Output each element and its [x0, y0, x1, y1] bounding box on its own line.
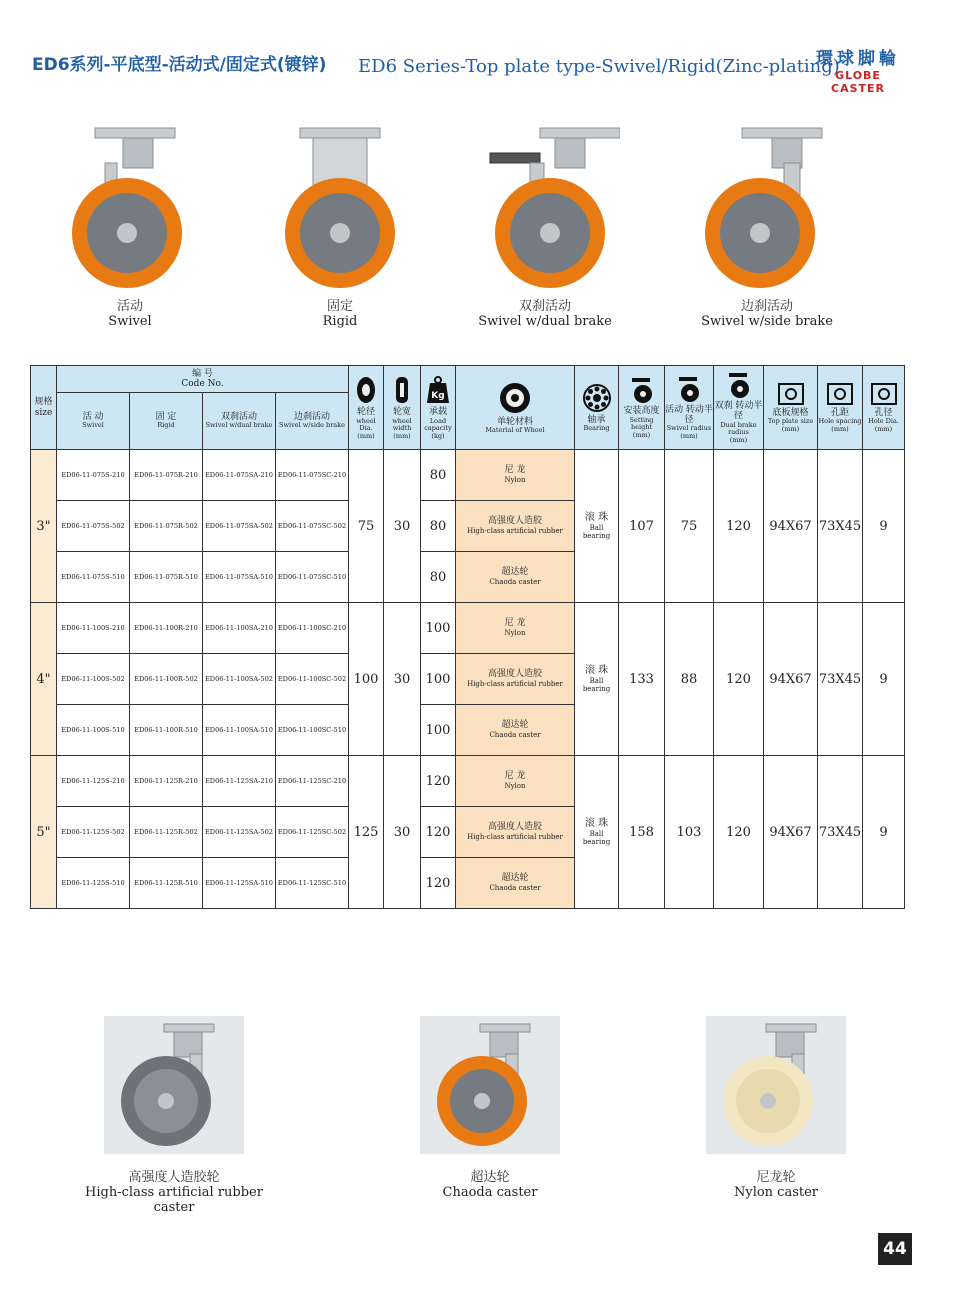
- bottom-caption-chinese: 超达轮: [470, 1170, 510, 1185]
- code-cell: ED06-11-100SC-210: [276, 603, 349, 654]
- spec-table: [30, 365, 905, 909]
- hole-spacing-cell: 73X45: [818, 756, 863, 909]
- wheel-diameter-icon: [355, 375, 377, 405]
- chaoda-caster-icon: [420, 1016, 560, 1154]
- bottom-caption-english: High-class artificial rubber caster: [85, 1185, 263, 1215]
- code-cell: ED06-11-100S-502: [57, 654, 130, 705]
- bearing-cell: 滚 珠 Ball bearing: [575, 756, 619, 909]
- table-row: [31, 756, 905, 807]
- ball-bearing-icon: [582, 383, 612, 413]
- code-cell: ED06-11-075S-502: [57, 501, 130, 552]
- hole-spacing-icon: [826, 382, 854, 406]
- setting-height-cell: 133: [619, 603, 665, 756]
- weight-kg-icon: [426, 375, 450, 405]
- size-header: 规格 size: [31, 366, 57, 450]
- code-cell: ED06-11-100R-510: [130, 705, 203, 756]
- product-caption-chinese: 活动: [116, 299, 143, 314]
- load-header: Kg 承载 Load capacity (kg): [421, 366, 456, 450]
- code-cell: ED06-11-125SC-210: [276, 756, 349, 807]
- product-caption-chinese: 固定: [326, 299, 353, 314]
- wheel-width-cell: 30: [384, 603, 421, 756]
- bottom-caption-chinese: 尼龙轮: [756, 1170, 796, 1185]
- hole-dia-cell: 9: [863, 756, 905, 909]
- code-cell: ED06-11-100SC-502: [276, 654, 349, 705]
- dual-brake-radius-cell: 120: [714, 603, 764, 756]
- code-cell: ED06-11-100R-502: [130, 654, 203, 705]
- swivel-radius-icon: [676, 375, 702, 403]
- wheel-dia-header: 轮径 wheel Dia. (mm): [349, 366, 384, 450]
- bottom-caption-english: Chaoda caster: [442, 1185, 538, 1200]
- code-cell: ED06-11-125S-510: [57, 858, 130, 909]
- product-swivel: [55, 118, 205, 329]
- side-brake-caster-icon: [692, 118, 842, 293]
- setting-height-header: 安装高度 Setting height (mm): [619, 366, 665, 450]
- dual-brake-radius-cell: 120: [714, 756, 764, 909]
- material-cell: 高强度人造胶 High-class artificial rubber: [456, 654, 575, 705]
- product-swivel-dual-brake: [470, 118, 620, 329]
- bearing-cell: 滚 珠 Ball bearing: [575, 603, 619, 756]
- code-cell: ED06-11-075SC-210: [276, 450, 349, 501]
- load-cell: 80: [421, 552, 456, 603]
- bearing-header: 轴承 Bearing: [575, 366, 619, 450]
- code-cell: ED06-11-125R-510: [130, 858, 203, 909]
- code-cell: ED06-11-075SC-502: [276, 501, 349, 552]
- rigid-caster-icon: [275, 118, 405, 293]
- wheel-width-cell: 30: [384, 756, 421, 909]
- load-cell: 80: [421, 450, 456, 501]
- svg-text:Kg: Kg: [431, 391, 445, 402]
- bearing-cell: 滚 珠 Ball bearing: [575, 450, 619, 603]
- code-cell: ED06-11-125R-502: [130, 807, 203, 858]
- code-header: 编 号 Code No.: [57, 366, 349, 393]
- code-cell: ED06-11-075R-510: [130, 552, 203, 603]
- code-cell: ED06-11-125SC-502: [276, 807, 349, 858]
- dual-brake-radius-icon: [726, 371, 752, 399]
- dual-brake-caster-icon: [470, 118, 620, 293]
- code-cell: ED06-11-125SA-210: [203, 756, 276, 807]
- table-row: [31, 603, 905, 654]
- product-caption-english: Swivel w/dual brake: [478, 314, 612, 329]
- hole-spacing-header: 孔距 Hole spacing (mm): [818, 366, 863, 450]
- size-cell: 4": [31, 603, 57, 756]
- brand-name-chinese: 環球脚輪: [816, 49, 900, 69]
- swivel-radius-cell: 88: [665, 603, 714, 756]
- code-cell: ED06-11-100S-210: [57, 603, 130, 654]
- page-number: 44: [878, 1233, 912, 1265]
- product-caption-chinese: 双刹活动: [518, 299, 571, 314]
- hole-dia-header: 孔径 Hole Dia. (mm): [863, 366, 905, 450]
- material-cell: 尼 龙 Nylon: [456, 756, 575, 807]
- load-cell: 80: [421, 501, 456, 552]
- wheel-width-header: 轮宽 wheel width (mm): [384, 366, 421, 450]
- hole-diameter-icon: [870, 382, 898, 406]
- wheel-dia-cell: 125: [349, 756, 384, 909]
- code-cell: ED06-11-075SA-210: [203, 450, 276, 501]
- hole-spacing-cell: 73X45: [818, 450, 863, 603]
- type-header-side-brake: 边刹活动 Swivel w/side brake: [276, 393, 349, 450]
- code-cell: ED06-11-075S-510: [57, 552, 130, 603]
- code-cell: ED06-11-125SC-510: [276, 858, 349, 909]
- size-cell: 5": [31, 756, 57, 909]
- code-cell: ED06-11-125SA-502: [203, 807, 276, 858]
- product-swivel-side-brake: [692, 118, 842, 329]
- code-cell: ED06-11-075S-210: [57, 450, 130, 501]
- material-cell: 尼 龙 Nylon: [456, 450, 575, 501]
- material-header: 单轮材料 Material of Wheel: [456, 366, 575, 450]
- top-plate-cell: 94X67: [764, 603, 818, 756]
- title-chinese: ED6系列-平底型-活动式/固定式(镀锌): [32, 55, 327, 75]
- code-cell: ED06-11-075R-210: [130, 450, 203, 501]
- size-cell: 3": [31, 450, 57, 603]
- type-header-swivel: 活 动 Swivel: [57, 393, 130, 450]
- type-header-rigid: 固 定 Rigid: [130, 393, 203, 450]
- code-cell: ED06-11-075SA-502: [203, 501, 276, 552]
- code-cell: ED06-11-100SC-510: [276, 705, 349, 756]
- rubber-caster-icon: [104, 1016, 244, 1154]
- code-cell: ED06-11-125S-210: [57, 756, 130, 807]
- load-cell: 100: [421, 654, 456, 705]
- material-cell: 超达轮 Chaoda caster: [456, 552, 575, 603]
- bottom-caption-chinese: 高强度人造胶轮: [128, 1170, 220, 1185]
- code-cell: ED06-11-125SA-510: [203, 858, 276, 909]
- hole-dia-cell: 9: [863, 603, 905, 756]
- swivel-radius-cell: 75: [665, 450, 714, 603]
- code-cell: ED06-11-125R-210: [130, 756, 203, 807]
- wheel-width-cell: 30: [384, 450, 421, 603]
- load-cell: 120: [421, 858, 456, 909]
- load-cell: 100: [421, 603, 456, 654]
- title-english: ED6 Series-Top plate type-Swivel/Rigid(Zinc-plating): [358, 56, 840, 77]
- bottom-product-rubber: [84, 1016, 264, 1215]
- code-cell: ED06-11-100SA-210: [203, 603, 276, 654]
- bottom-caption-english: Nylon caster: [733, 1185, 819, 1200]
- product-caption-english: Rigid: [322, 314, 358, 329]
- material-cell: 高强度人造胶 High-class artificial rubber: [456, 501, 575, 552]
- nylon-caster-icon: [706, 1016, 846, 1154]
- code-cell: ED06-11-075SC-510: [276, 552, 349, 603]
- setting-height-cell: 107: [619, 450, 665, 603]
- hole-spacing-cell: 73X45: [818, 603, 863, 756]
- wheel-dia-cell: 100: [349, 603, 384, 756]
- brand-name-english: GLOBE CASTER: [831, 69, 885, 95]
- brand-logo: [808, 44, 908, 95]
- top-plate-cell: 94X67: [764, 756, 818, 909]
- wheel-dia-cell: 75: [349, 450, 384, 603]
- type-header-dual-brake: 双刹活动 Swivel w/dual brake: [203, 393, 276, 450]
- material-cell: 超达轮 Chaoda caster: [456, 858, 575, 909]
- code-cell: ED06-11-100SA-502: [203, 654, 276, 705]
- product-rigid: [265, 118, 415, 329]
- code-cell: ED06-11-100R-210: [130, 603, 203, 654]
- table-row: [31, 450, 905, 501]
- dual-brake-radius-cell: 120: [714, 450, 764, 603]
- code-cell: ED06-11-100S-510: [57, 705, 130, 756]
- code-cell: ED06-11-125S-502: [57, 807, 130, 858]
- swivel-radius-header: 活动 转动半径 Swivel radius (mm): [665, 366, 714, 450]
- hole-dia-cell: 9: [863, 450, 905, 603]
- load-cell: 120: [421, 756, 456, 807]
- load-cell: 100: [421, 705, 456, 756]
- code-cell: ED06-11-100SA-510: [203, 705, 276, 756]
- swivel-radius-cell: 103: [665, 756, 714, 909]
- product-caption-english: Swivel: [108, 314, 152, 329]
- bottom-product-chaoda: [400, 1016, 580, 1200]
- wheel-material-icon: [498, 381, 532, 415]
- setting-height-icon: [629, 376, 655, 404]
- swivel-caster-icon: [65, 118, 195, 293]
- code-cell: ED06-11-075SA-510: [203, 552, 276, 603]
- material-cell: 尼 龙 Nylon: [456, 603, 575, 654]
- top-plate-icon: [777, 382, 805, 406]
- setting-height-cell: 158: [619, 756, 665, 909]
- product-caption-english: Swivel w/side brake: [701, 314, 833, 329]
- top-plate-header: 底板规格 Top plate size (mm): [764, 366, 818, 450]
- bottom-product-nylon: [686, 1016, 866, 1200]
- load-cell: 120: [421, 807, 456, 858]
- top-plate-cell: 94X67: [764, 450, 818, 603]
- material-cell: 高强度人造胶 High-class artificial rubber: [456, 807, 575, 858]
- code-cell: ED06-11-075R-502: [130, 501, 203, 552]
- dual-brake-radius-header: 双刹 转动半径 Dual brake radius (mm): [714, 366, 764, 450]
- material-cell: 超达轮 Chaoda caster: [456, 705, 575, 756]
- wheel-width-icon: [391, 375, 413, 405]
- product-caption-chinese: 边刹活动: [740, 299, 793, 314]
